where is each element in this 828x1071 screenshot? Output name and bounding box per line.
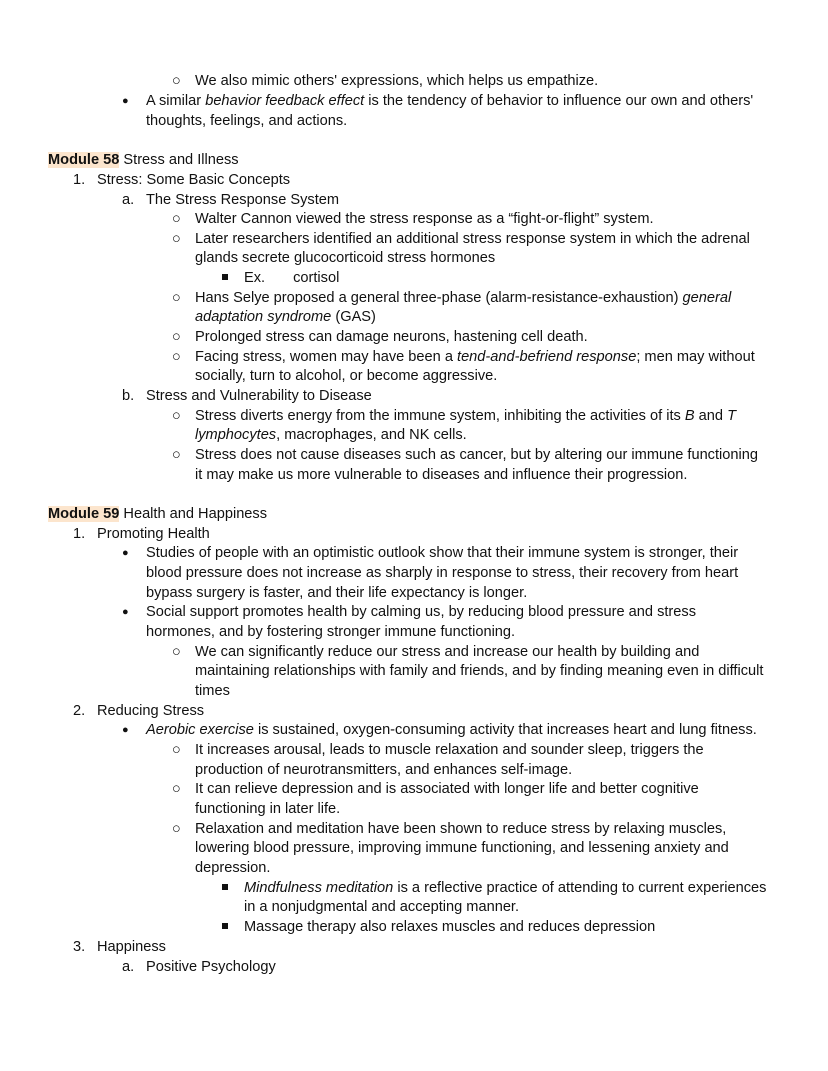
square-bullet bbox=[222, 879, 228, 899]
circle-bullet: ○ bbox=[172, 447, 181, 463]
list-number: 2. bbox=[73, 703, 86, 719]
text-line: Studies of people with an optimistic outlook show that their immune system is stronger, their bbox=[146, 545, 739, 561]
circle-bullet: ○ bbox=[172, 290, 181, 306]
text-line: Later researchers identified an additional stress response system in which the adrenal bbox=[195, 231, 750, 247]
text-line: lowering blood pressure, improving immune functioning, and lessening anxiety and bbox=[195, 840, 729, 856]
subsection-title: The Stress Response System bbox=[146, 192, 340, 208]
text-line: Walter Cannon viewed the stress response as a “fight-or-flight” system. bbox=[195, 211, 654, 227]
text-line: it may make us more vulnerable to diseases and influence their progression. bbox=[195, 467, 688, 483]
text-line: Ex. cortisol bbox=[244, 270, 340, 286]
text-line: times bbox=[195, 683, 230, 699]
circle-bullet: ○ bbox=[172, 349, 181, 365]
text-line: It increases arousal, leads to muscle relaxation and sounder sleep, triggers the bbox=[195, 742, 704, 758]
module-heading: Module 59 Health and Happiness bbox=[48, 506, 268, 522]
bullet: ● bbox=[122, 95, 129, 107]
text-line: A similar behavior feedback effect is the tendency of behavior to influence our own and others' bbox=[146, 93, 754, 109]
text-line: lymphocytes, macrophages, and NK cells. bbox=[195, 427, 467, 443]
text-line: hormones, and by fostering stronger immune functioning. bbox=[146, 624, 516, 640]
text-line: Hans Selye proposed a general three-phase (alarm-resistance-exhaustion) general bbox=[195, 290, 732, 306]
circle-bullet: ○ bbox=[172, 781, 181, 797]
text-line: bypass surgery is faster, and their life expectancy is longer. bbox=[146, 585, 528, 601]
text-line: functioning in later life. bbox=[195, 801, 341, 817]
circle-bullet: ○ bbox=[172, 231, 181, 247]
text-line: Aerobic exercise is sustained, oxygen-consuming activity that increases heart and lung fitness. bbox=[146, 722, 757, 738]
circle-bullet: ○ bbox=[172, 742, 181, 758]
text-line: thoughts, feelings, and actions. bbox=[146, 113, 348, 129]
text-line: Massage therapy also relaxes muscles and reduces depression bbox=[244, 919, 656, 935]
circle-bullet: ○ bbox=[172, 211, 181, 227]
section-title: Stress: Some Basic Concepts bbox=[97, 172, 291, 188]
module-label: Module 58 bbox=[48, 152, 120, 168]
text-line: in a nonjudgmental and accepting manner. bbox=[244, 899, 520, 915]
text-line: blood pressure does not increase as sharply in response to stress, their recovery from heart bbox=[146, 565, 739, 581]
section-title: Reducing Stress bbox=[97, 703, 205, 719]
list-letter: a. bbox=[122, 959, 135, 975]
text-line: Stress diverts energy from the immune system, inhibiting the activities of its B and T bbox=[195, 408, 737, 424]
text-line: Stress does not cause diseases such as cancer, but by altering our immune functioning bbox=[195, 447, 758, 463]
circle-bullet: ○ bbox=[172, 408, 181, 424]
text-line: Mindfulness meditation is a reflective practice of attending to current experiences bbox=[244, 880, 767, 896]
list-number: 1. bbox=[73, 526, 86, 542]
section-title: Happiness bbox=[97, 939, 166, 955]
circle-bullet: ○ bbox=[172, 644, 181, 660]
text-line: Facing stress, women may have been a tend-and-befriend response; men may without bbox=[195, 349, 755, 365]
text-line: We can significantly reduce our stress and increase our health by building and bbox=[195, 644, 700, 660]
text-line: depression. bbox=[195, 860, 271, 876]
module-heading: Module 58 Stress and Illness bbox=[48, 152, 239, 168]
text-line: glands secrete glucocorticoid stress hormones bbox=[195, 250, 496, 266]
bullet: ● bbox=[122, 606, 129, 618]
list-letter: a. bbox=[122, 192, 135, 208]
list-number: 3. bbox=[73, 939, 86, 955]
section-title: Promoting Health bbox=[97, 526, 210, 542]
circle-bullet: ○ bbox=[172, 73, 181, 89]
bullet: ● bbox=[122, 547, 129, 559]
circle-bullet: ○ bbox=[172, 821, 181, 837]
subsection-title: Positive Psychology bbox=[146, 959, 276, 975]
text-line: maintaining relationships with family and friends, and by finding meaning even in difficult bbox=[195, 663, 764, 679]
text-line: production of neurotransmitters, and enhances self-image. bbox=[195, 762, 573, 778]
circle-bullet: ○ bbox=[172, 329, 181, 345]
module-label: Module 59 bbox=[48, 506, 120, 522]
text-line: adaptation syndrome (GAS) bbox=[195, 309, 376, 325]
text-line: Social support promotes health by calming us, by reducing blood pressure and stress bbox=[146, 604, 696, 620]
square-bullet bbox=[222, 918, 228, 938]
text-line: We also mimic others' expressions, which helps us empathize. bbox=[195, 73, 599, 89]
text-line: It can relieve depression and is associated with longer life and better cognitive bbox=[195, 781, 699, 797]
list-letter: b. bbox=[122, 388, 135, 404]
text-line: socially, turn to alcohol, or become aggressive. bbox=[195, 368, 498, 384]
list-number: 1. bbox=[73, 172, 86, 188]
text-line: Prolonged stress can damage neurons, hastening cell death. bbox=[195, 329, 588, 345]
square-bullet bbox=[222, 269, 228, 289]
subsection-title: Stress and Vulnerability to Disease bbox=[146, 388, 372, 404]
text-line: Relaxation and meditation have been shown to reduce stress by relaxing muscles, bbox=[195, 821, 727, 837]
bullet: ● bbox=[122, 724, 129, 736]
